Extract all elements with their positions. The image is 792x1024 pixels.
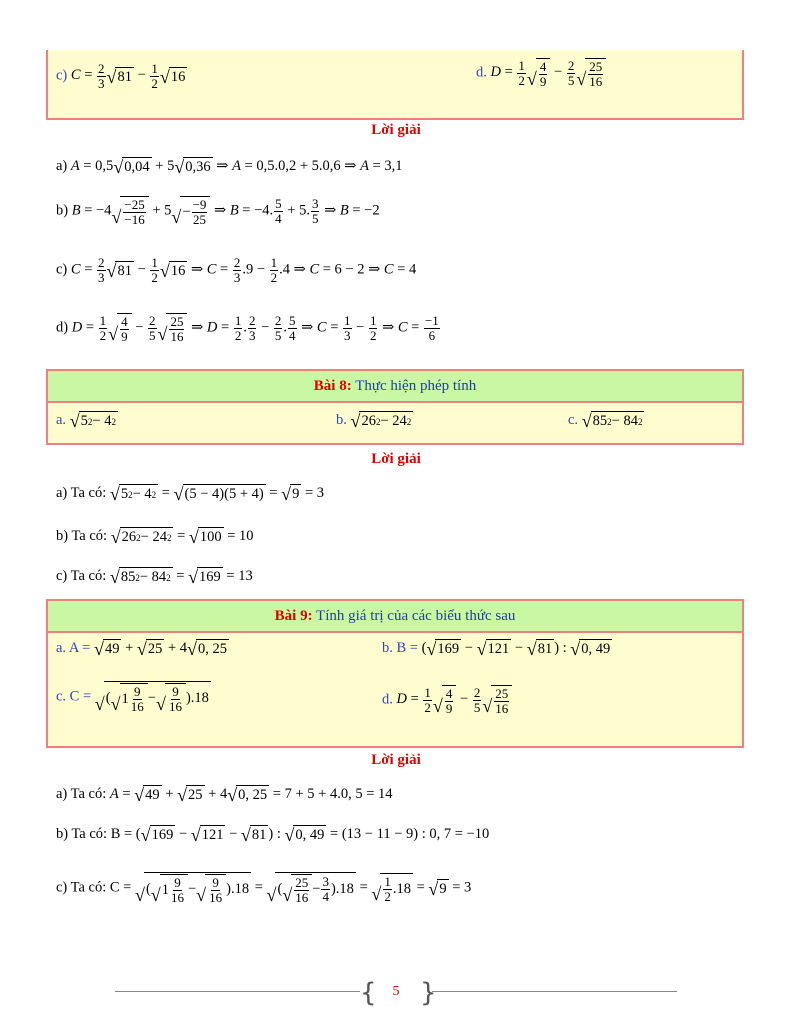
exercise-7-box (46, 50, 744, 120)
exercise-9-header: Bài 9: Tính giá trị của các biểu thức sau (48, 601, 742, 633)
solution-9b: b) Ta có: B = ( √ 169 − √ 121 − √ 81 ) : √ 0, 49 = (13 − 11 − 9) : 0, 7 = −10 (56, 824, 490, 845)
exercise-8-header: Bài 8: Thực hiện phép tính (48, 371, 742, 403)
solution-heading-7: Lời giải (371, 122, 421, 138)
solution-heading-9: Lời giải (371, 752, 421, 768)
exercise-8-option-a: a. √ 5 2 − 4 2 (56, 410, 116, 431)
exercise-8-box (46, 369, 744, 445)
solution-8a: a) Ta có: √ 5 2 − 4 2 = √ (5 − 4)(5 + 4) = √ 9 = 3 (56, 483, 325, 504)
solution-7b: b) B = −4 √ $\frac{-25}{-16}$ + 5 √ − $\frac{-9}{25}$ ⇒ B = −4. $\frac{5}{4}$ + 5. $\frac{3}{5}$ ⇒ B = −2 (56, 196, 380, 228)
exercise-8-option-b: b. √ 26 2 − 24 2 (336, 410, 412, 431)
exercise-7-option-c: c) C = $\frac{2}{3}$ √ 81 − $\frac{1}{2}$ √ 16 (56, 61, 186, 91)
exercise-9-box (46, 599, 744, 748)
exercise-9-option-c: c. C = √ ( √ 1 $\frac{9}{16}$ − √ $\frac{9}{16}$ ).18 (56, 681, 211, 713)
solution-9c: c) Ta có: C = √ ( √ 1 $\frac{9}{16}$ − √ $\frac{9}{16}$ ).18 = √ ( √ $\frac{25}{16}$ − $\frac{3}{4}$ ).18 = √ $\frac{1}{2}$ .18 = √ 9 = 3 (56, 874, 472, 906)
expr-c: C = $\frac{2}{3}$ √ 81 − $\frac{1}{2}$ √ 16 (70, 61, 186, 91)
solution-heading-8: Lời giải (371, 451, 421, 467)
exercise-8-option-c: c. √ 85 2 − 84 2 (568, 410, 643, 431)
exercise-9-option-b: b. B = ( √ 169 − √ 121 − √ 81 ) : √ 0, 49 (382, 638, 611, 659)
solution-8c: c) Ta có: √ 85 2 − 84 2 = √ 169 = 13 (56, 566, 253, 587)
footer-brace-right: } (420, 978, 437, 1008)
footer-brace-left: { (360, 978, 377, 1008)
exercise-7-option-d: d. D = $\frac{1}{2}$ √ $\frac{4}{9}$ − $\frac{2}{5}$ √ $\frac{25}{16}$ (476, 58, 606, 88)
solution-9a: a) Ta có: A = √ 49 + √ 25 + 4 √ 0, 25 = 7 + 5 + 4.0, 5 = 14 (56, 784, 393, 805)
expr-d: D = $\frac{1}{2}$ √ $\frac{4}{9}$ − $\frac{2}{5}$ √ $\frac{25}{16}$ (491, 64, 607, 80)
solution-8b: b) Ta có: √ 26 2 − 24 2 = √ 100 = 10 (56, 526, 254, 547)
solution-7a: a) A = 0,5 √ 0,04 + 5 √ 0,36 ⇒ A = 0,5.0,2 + 5.0,6 ⇒ A = 3,1 (56, 156, 403, 177)
solution-7c: c) C = $\frac{2}{3}$ √ 81 − $\frac{1}{2}$ √ 16 ⇒ C = $\frac{2}{3}$ .9 − $\frac{1}{2}$ .4 ⇒ C = 6 − 2 ⇒ C = 4 (56, 255, 417, 285)
exercise-9-option-d: d. D = $\frac{1}{2}$ √ $\frac{4}{9}$ − $\frac{2}{5}$ √ $\frac{25}{16}$ (382, 685, 512, 715)
solution-7d: d) D = $\frac{1}{2}$ √ $\frac{4}{9}$ − $\frac{2}{5}$ √ $\frac{25}{16}$ ⇒ D = $\frac{1}{2}$ . $\frac{2}{3}$ − $\frac{2}{5}$ . $\frac{5}{4}$ ⇒ C = $\frac{1}{3}$ − $\frac{1}{2}$ ⇒ C = $\frac{-1}{6}$ (56, 313, 439, 345)
exercise-9-option-a: a. A = √ 49 + √ 25 + 4 √ 0, 25 (56, 638, 227, 659)
page-number: 5 (392, 984, 400, 999)
